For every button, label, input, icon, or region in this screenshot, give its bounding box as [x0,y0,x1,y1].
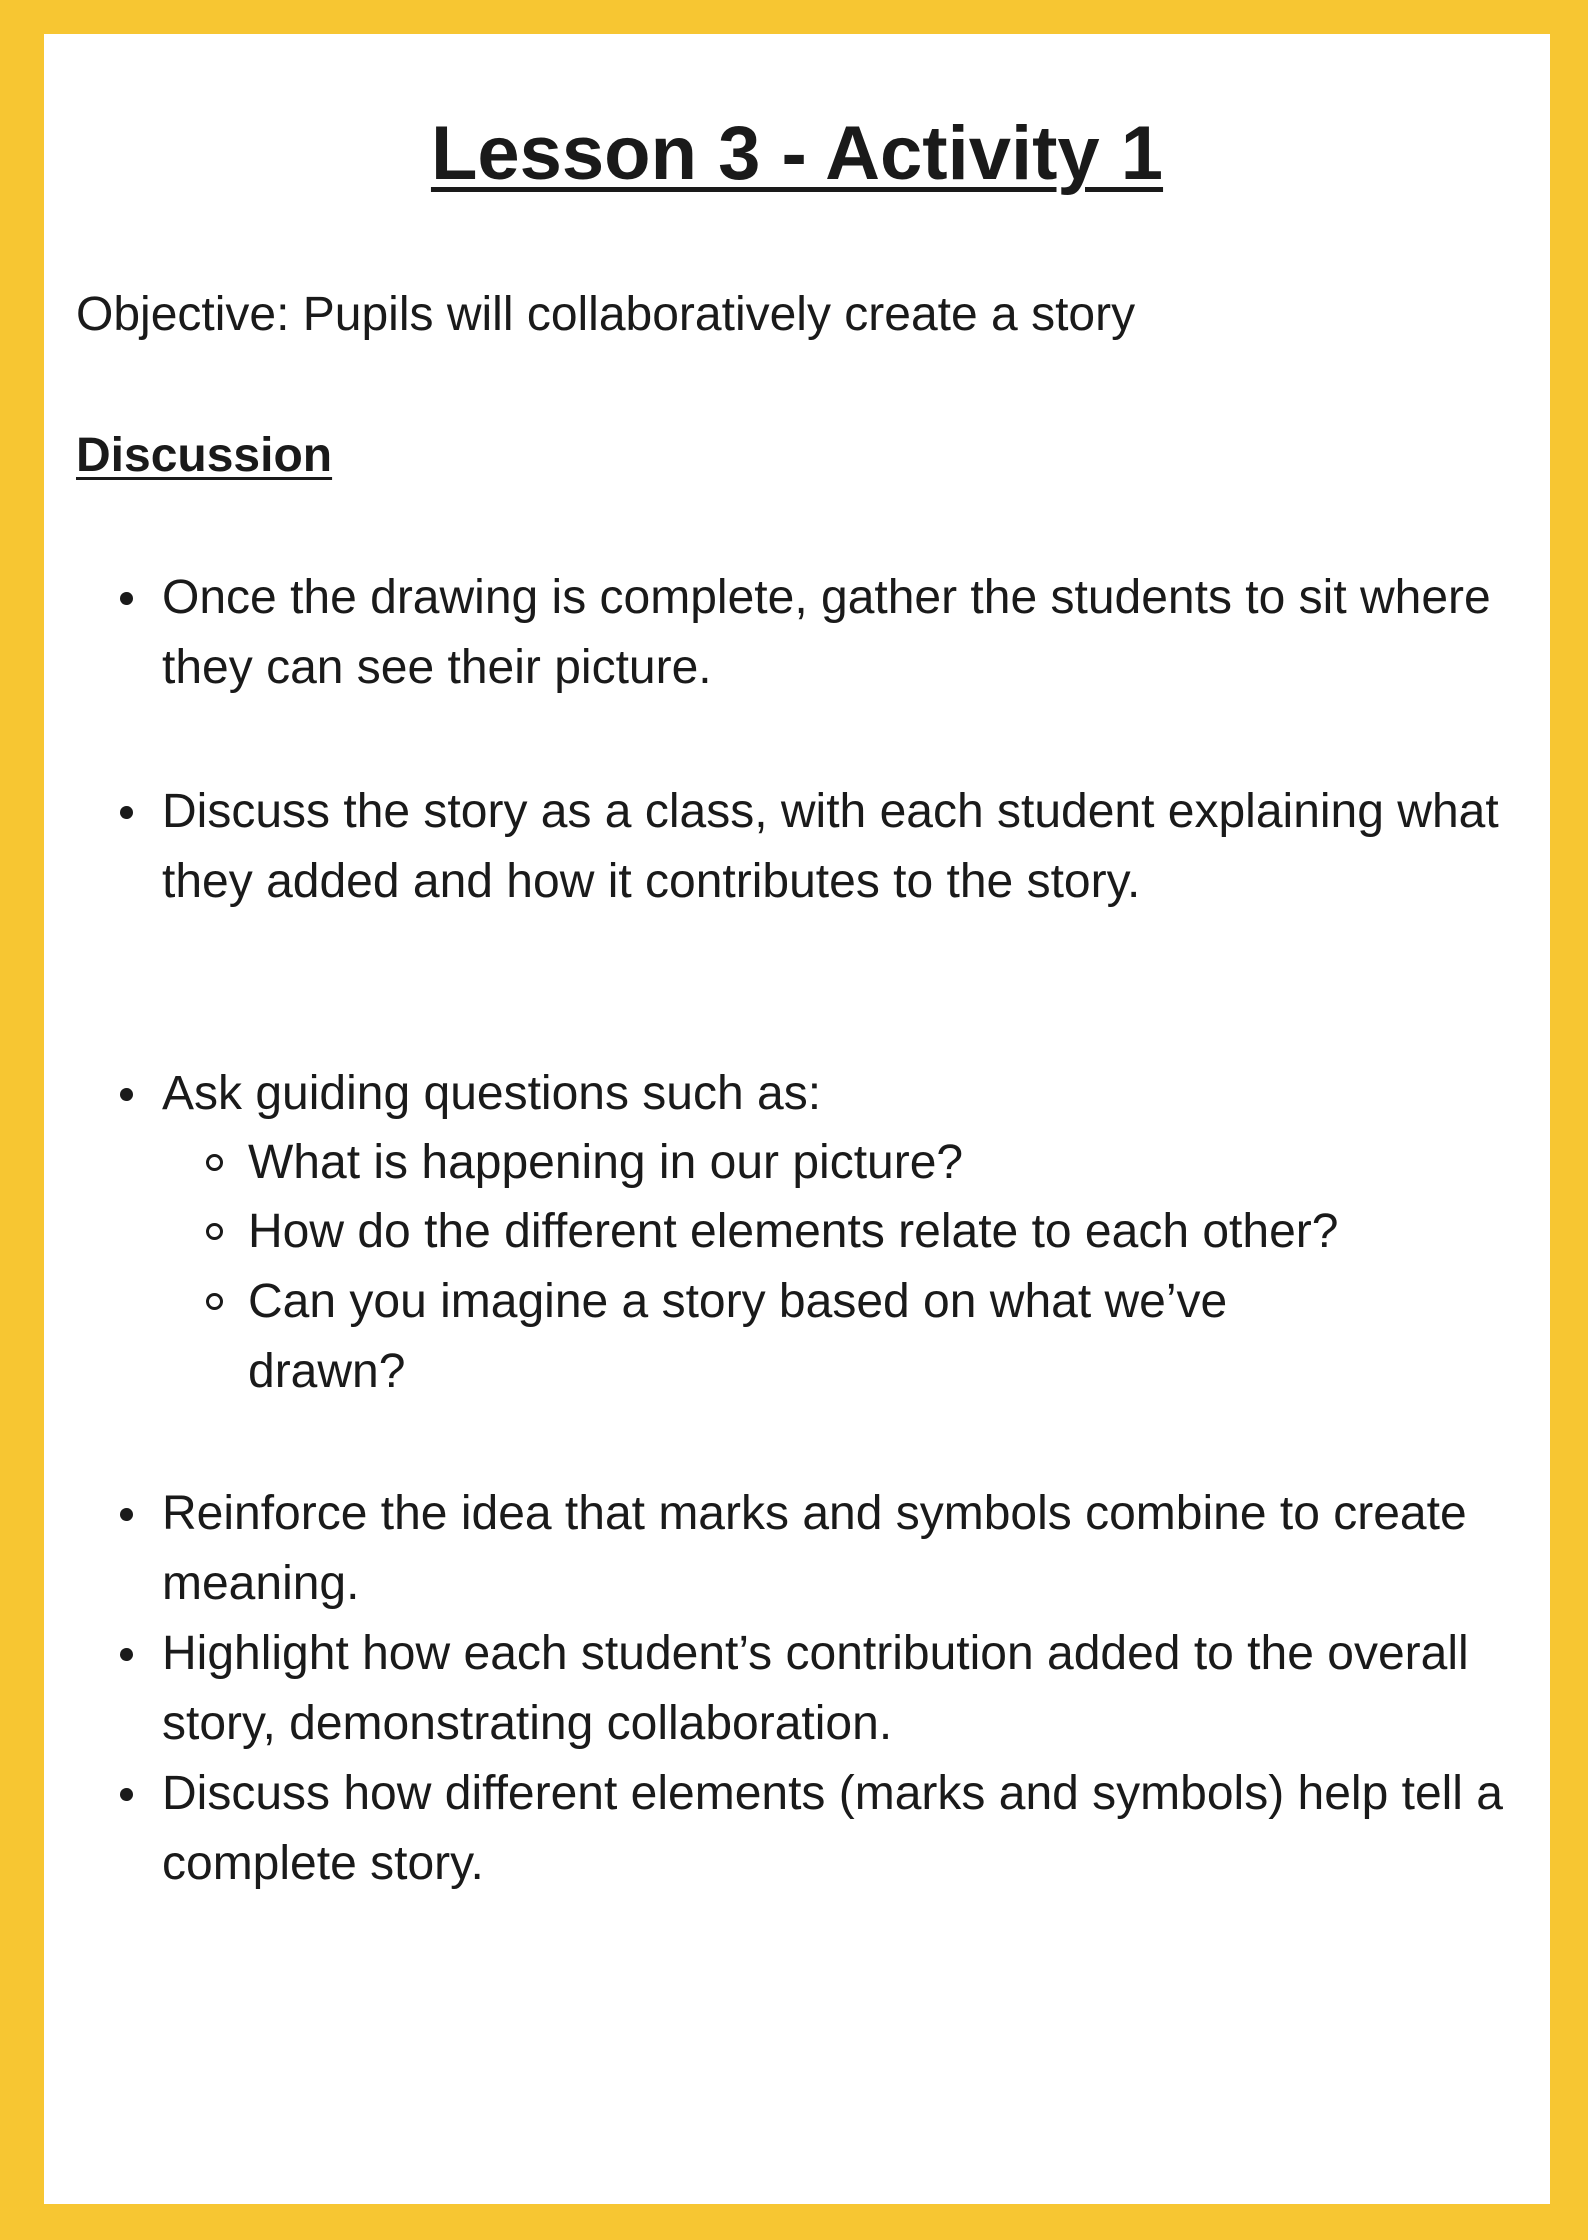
page-title: Lesson 3 - Activity 1 [430,111,1164,196]
objective-text: Objective: Pupils will collaboratively create a story [76,288,1136,341]
bullet-item: Ask guiding questions such as: [162,1059,1532,1129]
guiding-question-item: What is happening in our picture? [248,1128,1548,1198]
lesson-card [44,34,1550,2204]
guiding-question-item: Can you imagine a story based on what we’ve drawn? [248,1267,1348,1407]
guiding-question-item: How do the different elements relate to each other? [248,1197,1548,1267]
bullet-item: Reinforce the idea that marks and symbols combine to create meaning. [162,1479,1532,1619]
bullet-item: Discuss how different elements (marks and symbols) help tell a complete story. [162,1759,1532,1899]
bullet-item: Once the drawing is complete, gather the students to sit where they can see their picture. [162,563,1532,703]
bullet-item: Highlight how each student’s contribution added to the overall story, demonstrating collaboration. [162,1619,1532,1759]
bullet-item: Discuss the story as a class, with each student explaining what they added and how it contributes to the story. [162,777,1532,917]
discussion-heading: Discussion [76,429,333,482]
